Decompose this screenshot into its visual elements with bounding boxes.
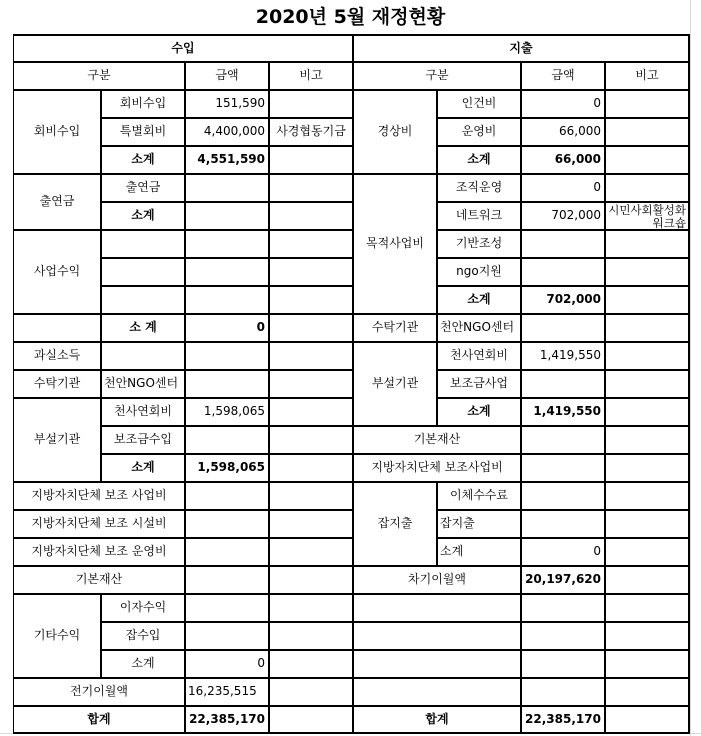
expense-affiliated-subsidy-note (605, 370, 690, 398)
expense-affiliated-subtotal-note (605, 398, 690, 426)
ngo-support-name: ngo지원 (437, 258, 521, 286)
business-row-1-amount (185, 230, 269, 258)
income-col-amount: 금액 (185, 62, 269, 90)
income-affiliated-fee-amount: 1,598,065 (185, 398, 269, 426)
other-interest-name: 이자수익 (101, 594, 185, 622)
purpose-group-label: 목적사업비 (353, 174, 437, 314)
business-row-3-amount (185, 286, 269, 314)
expense-entrusted-amount (521, 314, 605, 342)
expense-affiliated-subtotal-label: 소계 (437, 398, 521, 426)
personnel-note (605, 90, 690, 118)
contribution-subtotal-note (269, 202, 353, 230)
contribution-item-amount (185, 174, 269, 202)
carryover-next-note (605, 566, 690, 594)
transfer-fee-note (605, 482, 690, 510)
expense-entrusted-note (605, 314, 690, 342)
income-basic-property-label: 기본재산 (13, 566, 185, 594)
org-operation-name: 조직운영 (437, 174, 521, 202)
expense-blank-note (605, 622, 690, 650)
income-affiliated-subtotal-amount: 1,598,065 (185, 454, 269, 482)
other-interest-amount (185, 594, 269, 622)
other-subtotal-amount: 0 (185, 650, 269, 678)
subsidy-operation-label: 지방자치단체 보조 운영비 (13, 538, 185, 566)
subsidy-facility-note (269, 510, 353, 538)
expense-subsidy-business-note (605, 454, 690, 482)
sheet-title: 2020년 5월 재정현황 (255, 6, 446, 28)
org-operation-note (605, 174, 690, 202)
income-entrusted-label: 수탁기관 (13, 370, 101, 398)
personnel-name: 인건비 (437, 90, 521, 118)
misc-subtotal-amount: 0 (521, 538, 605, 566)
foundation-note (605, 230, 690, 258)
business-group-label: 사업수익 (13, 230, 101, 314)
income-col-note: 비고 (269, 62, 353, 90)
membership-item-name: 회비수입 (101, 90, 185, 118)
business-subtotal-blank (13, 314, 101, 342)
misc-expense-amount (521, 510, 605, 538)
income-affiliated-subtotal-label: 소계 (101, 454, 185, 482)
other-misc-name: 잡수입 (101, 622, 185, 650)
expense-affiliated-subsidy-name: 보조금사업 (437, 370, 521, 398)
expense-blank-amount (521, 678, 605, 706)
purpose-subtotal-note (605, 286, 690, 314)
expense-affiliated-subsidy-amount (521, 370, 605, 398)
special-fee-name: 특별회비 (101, 118, 185, 146)
contribution-subtotal-label: 소계 (101, 202, 185, 230)
expense-col-amount: 금액 (521, 62, 605, 90)
subsidy-business-label: 지방자치단체 보조 사업비 (13, 482, 185, 510)
expense-entrusted-item: 천안NGO센터 (437, 314, 521, 342)
purpose-subtotal-label: 소계 (437, 286, 521, 314)
income-affiliated-subtotal-note (269, 454, 353, 482)
misc-expense-label: 잡지출 (353, 482, 437, 566)
expense-basic-property-label: 기본재산 (353, 426, 521, 454)
business-subtotal-label: 소 계 (101, 314, 185, 342)
business-row-1-note (269, 230, 353, 258)
transfer-fee-name: 이체수수료 (437, 482, 521, 510)
misc-subtotal-label: 소계 (437, 538, 521, 566)
subsidy-operation-amount (185, 538, 269, 566)
misc-subtotal-note (605, 538, 690, 566)
membership-item-note (269, 90, 353, 118)
expense-subsidy-business-label: 지방자치단체 보조사업비 (353, 454, 521, 482)
income-affiliated-subsidy-note (269, 426, 353, 454)
contribution-subtotal-amount (185, 202, 269, 230)
expense-blank-note (605, 678, 690, 706)
expense-affiliated-fee-amount: 1,419,550 (521, 342, 605, 370)
foundation-name: 기반조성 (437, 230, 521, 258)
subsidy-business-amount (185, 482, 269, 510)
interest-income-item (101, 342, 185, 370)
contribution-item-name: 출연금 (101, 174, 185, 202)
membership-subtotal-label: 소계 (101, 146, 185, 174)
other-misc-note (269, 622, 353, 650)
operating-subtotal-note (605, 146, 690, 174)
operating-subtotal-amount: 66,000 (521, 146, 605, 174)
income-affiliated-subsidy-amount (185, 426, 269, 454)
expense-total-amount: 22,385,170 (521, 706, 605, 734)
transfer-fee-amount (521, 482, 605, 510)
operating-group-label: 경상비 (353, 90, 437, 174)
expense-affiliated-fee-note (605, 342, 690, 370)
expense-subsidy-business-amount (521, 454, 605, 482)
income-affiliated-subsidy-name: 보조금수입 (101, 426, 185, 454)
misc-expense-name: 잡지출 (437, 510, 521, 538)
income-affiliated-fee-name: 천사연회비 (101, 398, 185, 426)
income-basic-property-amount (185, 566, 269, 594)
misc-expense-note (605, 510, 690, 538)
operation-cost-name: 운영비 (437, 118, 521, 146)
income-col-category: 구분 (13, 62, 185, 90)
business-row-3 (101, 286, 185, 314)
income-total-amount: 22,385,170 (185, 706, 269, 734)
expense-total-note (605, 706, 690, 734)
network-amount: 702,000 (521, 202, 605, 230)
expense-blank-note (605, 594, 690, 622)
carryover-prev-amount: 16,235,515 (185, 678, 269, 706)
expense-entrusted-label: 수탁기관 (353, 314, 437, 342)
income-header: 수입 (13, 34, 353, 62)
operating-subtotal-label: 소계 (437, 146, 521, 174)
income-affiliated-label: 부설기관 (13, 398, 101, 482)
membership-subtotal-amount: 4,551,590 (185, 146, 269, 174)
business-row-1 (101, 230, 185, 258)
expense-affiliated-fee-name: 천사연회비 (437, 342, 521, 370)
subsidy-facility-label: 지방자치단체 보조 시설비 (13, 510, 185, 538)
ngo-support-note (605, 258, 690, 286)
interest-income-note (269, 342, 353, 370)
org-operation-amount: 0 (521, 174, 605, 202)
expense-blank-amount (521, 650, 605, 678)
expense-blank-row (353, 678, 521, 706)
interest-income-amount (185, 342, 269, 370)
special-fee-amount: 4,400,000 (185, 118, 269, 146)
other-subtotal-label: 소계 (101, 650, 185, 678)
expense-header: 지출 (353, 34, 690, 62)
contribution-item-note (269, 174, 353, 202)
membership-item-amount: 151,590 (185, 90, 269, 118)
expense-blank-row (353, 650, 521, 678)
operation-cost-amount: 66,000 (521, 118, 605, 146)
other-income-label: 기타수익 (13, 594, 101, 678)
other-subtotal-note (269, 650, 353, 678)
income-entrusted-item: 천안NGO센터 (101, 370, 185, 398)
expense-blank-note (605, 650, 690, 678)
income-total-label: 합계 (13, 706, 185, 734)
income-basic-property-note (269, 566, 353, 594)
expense-blank-row (353, 622, 521, 650)
gridline (690, 0, 691, 736)
expense-blank-amount (521, 594, 605, 622)
carryover-next-label: 차기이월액 (353, 566, 521, 594)
expense-basic-property-amount (521, 426, 605, 454)
carryover-prev-label: 전기이월액 (13, 678, 185, 706)
foundation-amount (521, 230, 605, 258)
expense-total-label: 합계 (353, 706, 521, 734)
ngo-support-amount (521, 258, 605, 286)
expense-basic-property-note (605, 426, 690, 454)
income-affiliated-fee-note (269, 398, 353, 426)
business-row-3-note (269, 286, 353, 314)
income-entrusted-amount (185, 370, 269, 398)
business-row-2 (101, 258, 185, 286)
business-subtotal-note (269, 314, 353, 342)
expense-blank-row (353, 594, 521, 622)
expense-col-note: 비고 (605, 62, 690, 90)
subsidy-facility-amount (185, 510, 269, 538)
income-total-note (269, 706, 353, 734)
business-subtotal-amount: 0 (185, 314, 269, 342)
carryover-prev-note (269, 678, 353, 706)
membership-subtotal-note (269, 146, 353, 174)
subsidy-operation-note (269, 538, 353, 566)
special-fee-note: 사경협동기금 (269, 118, 353, 146)
interest-income-label: 과실소득 (13, 342, 101, 370)
business-row-2-note (269, 258, 353, 286)
contribution-group-label: 출연금 (13, 174, 101, 230)
network-name: 네트워크 (437, 202, 521, 230)
membership-group-label: 회비수입 (13, 90, 101, 174)
carryover-next-amount: 20,197,620 (521, 566, 605, 594)
subsidy-business-note (269, 482, 353, 510)
personnel-amount: 0 (521, 90, 605, 118)
operation-cost-note (605, 118, 690, 146)
expense-affiliated-subtotal-amount: 1,419,550 (521, 398, 605, 426)
purpose-subtotal-amount: 702,000 (521, 286, 605, 314)
expense-col-category: 구분 (353, 62, 521, 90)
expense-blank-amount (521, 622, 605, 650)
network-note: 시민사회활성화 워크숍 (605, 202, 690, 230)
business-row-2-amount (185, 258, 269, 286)
expense-affiliated-label: 부설기관 (353, 342, 437, 426)
income-entrusted-note (269, 370, 353, 398)
other-misc-amount (185, 622, 269, 650)
other-interest-note (269, 594, 353, 622)
